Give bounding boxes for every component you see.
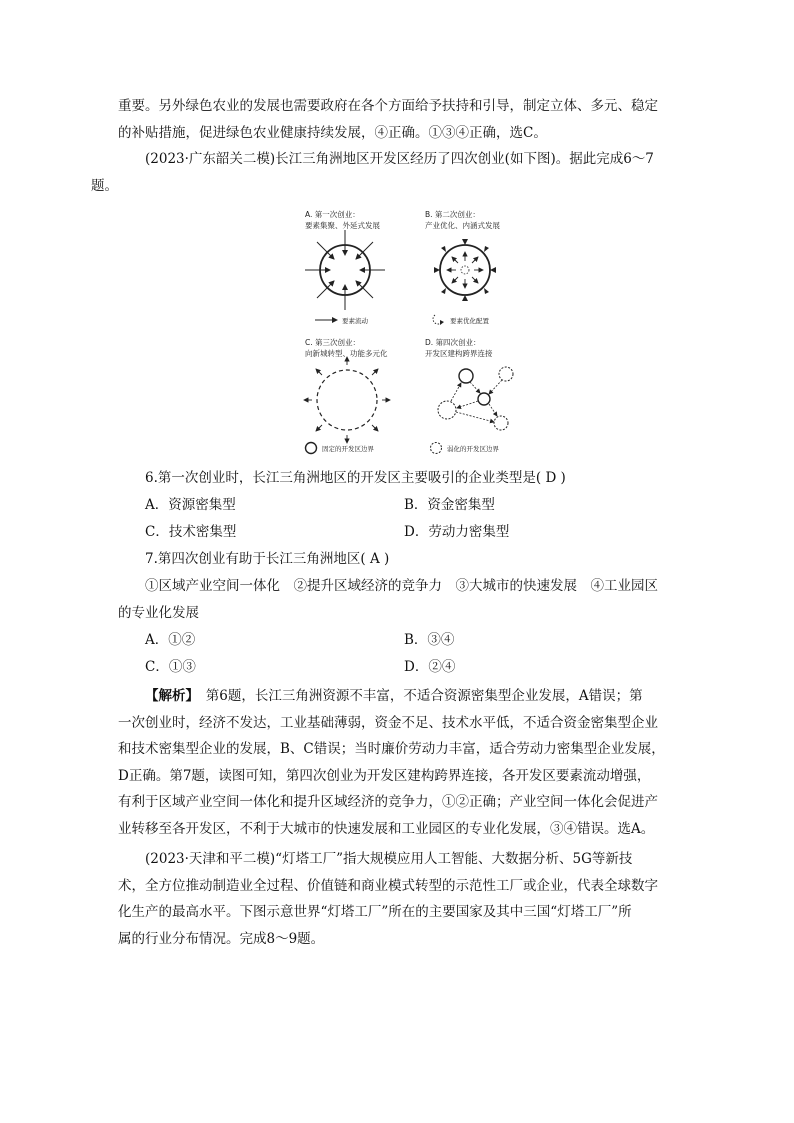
q6-7-stem xyxy=(91,146,678,199)
legend-weak-label: 弱化的开发区边界 xyxy=(447,445,499,453)
q6-option-b: B．资金密集型 xyxy=(404,497,495,513)
q6-option-a: A．资源密集型 xyxy=(145,497,236,513)
legend-weak xyxy=(431,443,500,454)
analysis-line-3: 和技术密集型企业的发展，B、C错误；当时廉价劳动力丰富，适合劳动力密集型企业发展， xyxy=(118,741,665,757)
panel-b-subtitle: 产业优化、内涵式发展 xyxy=(425,221,500,230)
panel-a-title: A. 第一次创业： xyxy=(305,210,360,219)
analysis-line-4: D正确。第7题，读图可知，第四次创业为开发区建构跨界连接，各开发区要素流动增强， xyxy=(118,767,651,784)
legend-optimize-label: 要素优化配置 xyxy=(450,317,489,325)
q8-9-stem xyxy=(118,846,678,952)
panel-b-diagram xyxy=(434,239,496,301)
intro-line-2: 的补贴措施，促进绿色农业健康持续发展，④正确。①③④正确，选C。 xyxy=(118,124,547,141)
legend-flow xyxy=(315,316,369,325)
q7-stem: 7.第四次创业有助于长江三角洲地区( A ) xyxy=(145,551,390,567)
four-ventures-figure xyxy=(300,205,530,458)
legend-fixed-label: 固定的开发区边界 xyxy=(322,445,374,453)
panel-d-title: D. 第四次创业： xyxy=(425,338,481,347)
q7-items-line-1: ①区域产业空间一体化 ②提升区域经济的竞争力 ③大城市的快速发展 ④工业园区 xyxy=(145,578,658,594)
panel-b-title: B. 第二次创业： xyxy=(425,210,480,219)
panel-d-diagram xyxy=(438,367,513,430)
analysis-line-5: 有利于区域产业空间一体化和提升区域经济的竞争力，①②正确；产业空间一体化会促进产 xyxy=(118,794,658,810)
q8-9-stem-line-2: 术，全方位推动制造业全过程、价值链和商业模式转型的示范性工厂或企业，代表全球数字 xyxy=(118,877,658,894)
panel-c-diagram xyxy=(304,357,390,443)
legend-optimize xyxy=(433,315,490,325)
q7-option-d: D．②④ xyxy=(404,659,456,675)
q6-7-stem-line-1: (2023·广东韶关二模)长江三角洲地区开发区经历了四次创业(如下图)。据此完成6～7 xyxy=(145,151,654,167)
q8-9-stem-line-1: (2023·天津和平二模)“灯塔工厂”指大规模应用人工智能、大数据分析、5G等新技 xyxy=(145,851,633,867)
q7-option-b: B．③④ xyxy=(404,632,455,648)
q7-option-a: A．①② xyxy=(145,632,196,648)
q6-option-d: D．劳动力密集型 xyxy=(404,524,510,540)
legend-flow-label: 要素流动 xyxy=(342,317,368,325)
analysis-line-6: 业转移至各开发区，不利于大城市的快速发展和工业园区的专业化发展，③④错误。选A。 xyxy=(118,820,655,837)
analysis-line-2: 一次创业时，经济不发达，工业基础薄弱，资金不足、技术水平低，不适合资金密集型企业 xyxy=(118,714,658,731)
q6-option-c: C．技术密集型 xyxy=(145,524,237,540)
panel-c-subtitle: 向新城转型、功能多元化 xyxy=(305,349,388,358)
q6-stem: 6.第一次创业时，长江三角洲地区的开发区主要吸引的企业类型是( D ) xyxy=(145,470,566,486)
panel-a-subtitle: 要素集聚、外延式发展 xyxy=(305,221,380,230)
panel-c-title: C. 第三次创业： xyxy=(305,338,361,347)
q7-option-c: C．①③ xyxy=(145,659,196,675)
analysis-paragraph xyxy=(118,683,678,842)
intro-paragraph xyxy=(118,93,678,146)
panel-d-subtitle: 开发区建构跨界连接 xyxy=(425,349,493,358)
q6-7-stem-line-2: 题。 xyxy=(91,177,118,194)
q8-9-stem-line-3: 化生产的最高水平。下图示意世界“灯塔工厂”所在的主要国家及其中三国“灯塔工厂”所 xyxy=(118,904,632,920)
analysis-line-1: 第6题，长江三角洲资源不丰富，不适合资源密集型企业发展，A错误；第 xyxy=(192,688,643,704)
intro-line-1: 重要。另外绿色农业的发展也需要政府在各个方面给予扶持和引导，制定立体、多元、稳定 xyxy=(118,98,658,114)
analysis-label: 【解析】 xyxy=(145,688,193,704)
panel-a-diagram xyxy=(305,230,385,310)
q7-items-line-2: 的专业化发展 xyxy=(118,605,199,621)
q8-9-stem-line-4: 属的行业分布情况。完成8～9题。 xyxy=(118,930,325,947)
legend-fixed xyxy=(306,443,375,454)
